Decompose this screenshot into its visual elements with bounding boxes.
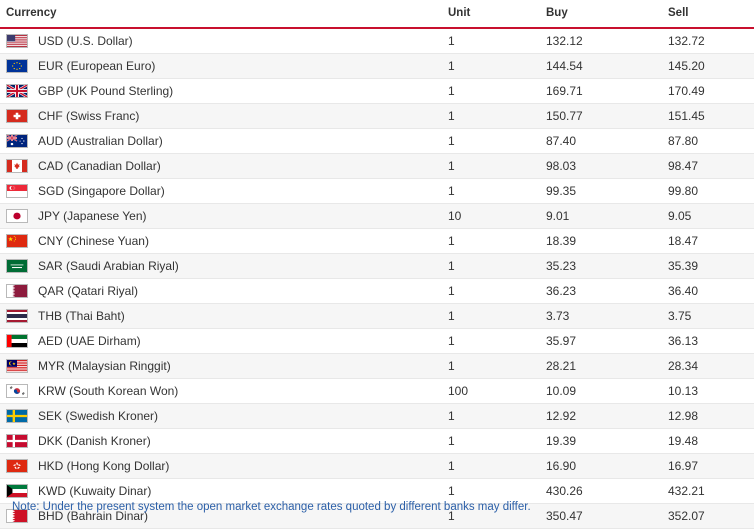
sell-rate-cell: 28.34 xyxy=(662,354,754,379)
buy-rate-cell: 19.39 xyxy=(540,429,662,454)
column-header-unit: Unit xyxy=(442,0,540,28)
column-header-currency: Currency xyxy=(0,0,442,28)
sell-rate-cell: 16.97 xyxy=(662,454,754,479)
sell-rate-cell: 12.98 xyxy=(662,404,754,429)
buy-rate-cell: 10.09 xyxy=(540,379,662,404)
currency-name: SAR (Saudi Arabian Riyal) xyxy=(38,259,179,273)
flag-kw-icon xyxy=(6,484,28,498)
column-header-buy: Buy xyxy=(540,0,662,28)
table-row xyxy=(0,379,754,404)
currency-name: SGD (Singapore Dollar) xyxy=(38,184,165,198)
flag-au-icon xyxy=(6,134,28,148)
table-row xyxy=(0,204,754,229)
unit-cell: 1 xyxy=(442,179,540,204)
currency-name: KRW (South Korean Won) xyxy=(38,384,179,398)
currency-name: JPY (Japanese Yen) xyxy=(38,209,147,223)
currency-cell xyxy=(0,254,442,279)
column-header-sell: Sell xyxy=(662,0,754,28)
flag-sg-icon xyxy=(6,184,28,198)
table-row xyxy=(0,404,754,429)
sell-rate-cell: 132.72 xyxy=(662,28,754,54)
currency-cell xyxy=(0,104,442,129)
sell-rate-cell: 87.80 xyxy=(662,129,754,154)
currency-cell xyxy=(0,454,442,479)
buy-rate-cell: 169.71 xyxy=(540,79,662,104)
currency-name: MYR (Malaysian Ringgit) xyxy=(38,359,171,373)
buy-rate-cell: 99.35 xyxy=(540,179,662,204)
unit-cell: 1 xyxy=(442,104,540,129)
flag-sa-icon xyxy=(6,259,28,273)
unit-cell: 1 xyxy=(442,54,540,79)
currency-cell xyxy=(0,354,442,379)
flag-cn-icon xyxy=(6,234,28,248)
unit-cell: 1 xyxy=(442,254,540,279)
unit-cell: 1 xyxy=(442,279,540,304)
buy-rate-cell: 3.73 xyxy=(540,304,662,329)
flag-my-icon xyxy=(6,359,28,373)
currency-name: CHF (Swiss Franc) xyxy=(38,109,140,123)
unit-cell: 1 xyxy=(442,504,540,529)
sell-rate-cell: 10.13 xyxy=(662,379,754,404)
currency-name: CNY (Chinese Yuan) xyxy=(38,234,149,248)
table-row xyxy=(0,229,754,254)
currency-name: GBP (UK Pound Sterling) xyxy=(38,84,174,98)
table-row xyxy=(0,129,754,154)
currency-name: HKD (Hong Kong Dollar) xyxy=(38,459,170,473)
unit-cell: 1 xyxy=(442,229,540,254)
table-row xyxy=(0,28,754,54)
sell-rate-cell: 35.39 xyxy=(662,254,754,279)
buy-rate-cell: 28.21 xyxy=(540,354,662,379)
sell-rate-cell: 3.75 xyxy=(662,304,754,329)
sell-rate-cell: 170.49 xyxy=(662,79,754,104)
currency-cell xyxy=(0,79,442,104)
currency-cell xyxy=(0,329,442,354)
currency-cell xyxy=(0,204,442,229)
unit-cell: 1 xyxy=(442,304,540,329)
sell-rate-cell: 352.07 xyxy=(662,504,754,529)
sell-rate-cell: 19.48 xyxy=(662,429,754,454)
currency-name: SEK (Swedish Kroner) xyxy=(38,409,159,423)
sell-rate-cell: 99.80 xyxy=(662,179,754,204)
unit-cell: 1 xyxy=(442,404,540,429)
flag-jp-icon xyxy=(6,209,28,223)
currency-cell xyxy=(0,129,442,154)
currency-cell xyxy=(0,304,442,329)
currency-name: EUR (European Euro) xyxy=(38,59,156,73)
buy-rate-cell: 350.47 xyxy=(540,504,662,529)
unit-cell: 10 xyxy=(442,204,540,229)
currency-name: QAR (Qatari Riyal) xyxy=(38,284,139,298)
unit-cell: 1 xyxy=(442,454,540,479)
sell-rate-cell: 432.21 xyxy=(662,479,754,504)
table-row xyxy=(0,329,754,354)
currency-cell xyxy=(0,154,442,179)
flag-eu-icon xyxy=(6,59,28,73)
flag-gb-icon xyxy=(6,84,28,98)
flag-se-icon xyxy=(6,409,28,423)
table-row xyxy=(0,304,754,329)
flag-th-icon xyxy=(6,309,28,323)
currency-cell xyxy=(0,404,442,429)
table-row xyxy=(0,354,754,379)
currency-name: DKK (Danish Kroner) xyxy=(38,434,151,448)
currency-cell xyxy=(0,379,442,404)
unit-cell: 1 xyxy=(442,329,540,354)
table-row xyxy=(0,179,754,204)
buy-rate-cell: 98.03 xyxy=(540,154,662,179)
currency-name: BHD (Bahrain Dinar) xyxy=(38,509,149,523)
currency-cell xyxy=(0,179,442,204)
buy-rate-cell: 132.12 xyxy=(540,28,662,54)
unit-cell: 1 xyxy=(442,28,540,54)
flag-dk-icon xyxy=(6,434,28,448)
unit-cell: 1 xyxy=(442,129,540,154)
currency-cell xyxy=(0,429,442,454)
currency-cell xyxy=(0,479,442,504)
table-row xyxy=(0,54,754,79)
buy-rate-cell: 430.26 xyxy=(540,479,662,504)
table-header-row xyxy=(0,0,754,28)
unit-cell: 100 xyxy=(442,379,540,404)
currency-cell xyxy=(0,54,442,79)
currency-cell xyxy=(0,28,442,54)
sell-rate-cell: 98.47 xyxy=(662,154,754,179)
unit-cell: 1 xyxy=(442,429,540,454)
table-row xyxy=(0,279,754,304)
flag-ch-icon xyxy=(6,109,28,123)
buy-rate-cell: 35.23 xyxy=(540,254,662,279)
currency-name: USD (U.S. Dollar) xyxy=(38,34,133,48)
buy-rate-cell: 87.40 xyxy=(540,129,662,154)
flag-qa-icon xyxy=(6,284,28,298)
sell-rate-cell: 151.45 xyxy=(662,104,754,129)
table-header xyxy=(0,0,754,28)
unit-cell: 1 xyxy=(442,154,540,179)
flag-hk-icon xyxy=(6,459,28,473)
table-row xyxy=(0,479,754,504)
buy-rate-cell: 36.23 xyxy=(540,279,662,304)
table-row xyxy=(0,79,754,104)
unit-cell: 1 xyxy=(442,354,540,379)
sell-rate-cell: 36.40 xyxy=(662,279,754,304)
table-row xyxy=(0,429,754,454)
flag-us-icon xyxy=(6,34,28,48)
currency-name: CAD (Canadian Dollar) xyxy=(38,159,161,173)
buy-rate-cell: 9.01 xyxy=(540,204,662,229)
buy-rate-cell: 35.97 xyxy=(540,329,662,354)
buy-rate-cell: 12.92 xyxy=(540,404,662,429)
buy-rate-cell: 16.90 xyxy=(540,454,662,479)
currency-name: AED (UAE Dirham) xyxy=(38,334,141,348)
sell-rate-cell: 9.05 xyxy=(662,204,754,229)
table-body xyxy=(0,28,754,529)
buy-rate-cell: 18.39 xyxy=(540,229,662,254)
currency-cell xyxy=(0,229,442,254)
flag-kr-icon xyxy=(6,384,28,398)
currency-cell xyxy=(0,279,442,304)
flag-ae-icon xyxy=(6,334,28,348)
currency-name: AUD (Australian Dollar) xyxy=(38,134,163,148)
disclaimer-note: Note: Under the present system the open market exchange rates quoted by different banks may differ. xyxy=(12,501,531,513)
sell-rate-cell: 145.20 xyxy=(662,54,754,79)
buy-rate-cell: 144.54 xyxy=(540,54,662,79)
table-row xyxy=(0,154,754,179)
flag-ca-icon xyxy=(6,159,28,173)
sell-rate-cell: 36.13 xyxy=(662,329,754,354)
unit-cell: 1 xyxy=(442,479,540,504)
currency-name: THB (Thai Baht) xyxy=(38,309,125,323)
buy-rate-cell: 150.77 xyxy=(540,104,662,129)
table-row xyxy=(0,104,754,129)
currency-name: KWD (Kuwaity Dinar) xyxy=(38,484,152,498)
table-row xyxy=(0,254,754,279)
sell-rate-cell: 18.47 xyxy=(662,229,754,254)
unit-cell: 1 xyxy=(442,79,540,104)
table-row xyxy=(0,454,754,479)
